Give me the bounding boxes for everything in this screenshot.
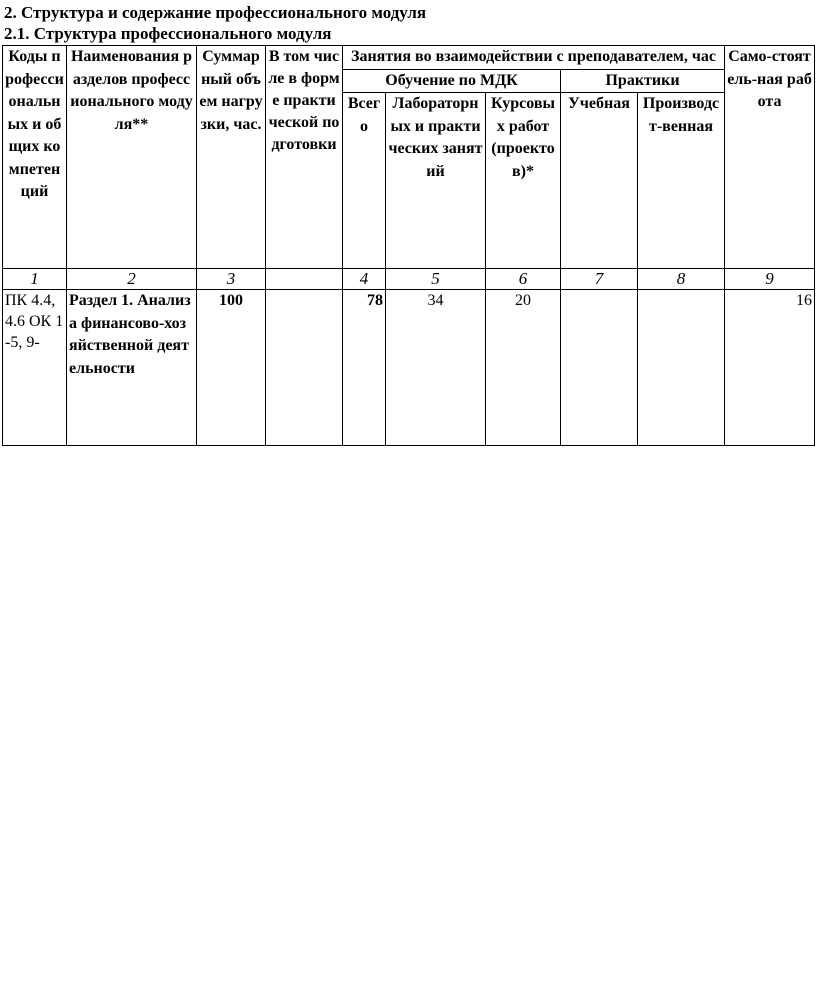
column-number: 6 (486, 269, 561, 290)
column-number: 2 (67, 269, 197, 290)
column-number: 8 (638, 269, 725, 290)
column-number: 5 (386, 269, 486, 290)
header-course: Курсовых работ (проектов)* (486, 93, 561, 269)
row-course: 20 (486, 290, 561, 446)
header-all: Всего (343, 93, 386, 269)
row-codes: ПК 4.4, 4.6 ОК 1-5, 9- (3, 290, 67, 446)
column-number: 4 (343, 269, 386, 290)
row-section-name: Раздел 1. Анализа финансово-хозяйственной деятельности (67, 290, 197, 446)
subsection-heading: 2.1. Структура профессионального модуля (4, 24, 332, 43)
header-mdk: Обучение по МДК (343, 69, 561, 93)
module-structure-table (2, 45, 815, 446)
column-numbers-row (3, 269, 815, 290)
column-number: 3 (197, 269, 266, 290)
header-total: Суммарный объем нагрузки, час. (197, 46, 266, 269)
section-heading: 2. Структура и содержание профессионального модуля (4, 3, 427, 22)
header-prod-practice: Производст-венная (638, 93, 725, 269)
row-total: 100 (197, 290, 266, 446)
header-names: Наименования разделов профессионального модуля** (67, 46, 197, 269)
header-edu-practice: Учебная (561, 93, 638, 269)
column-number (266, 269, 343, 290)
row-prod-practice (638, 290, 725, 446)
column-number: 7 (561, 269, 638, 290)
row-self-work: 16 (725, 290, 815, 446)
column-number: 9 (725, 269, 815, 290)
table-row (3, 290, 815, 446)
header-self-work: Само-стоятель-ная работа (725, 46, 815, 269)
header-interaction: Занятия во взаимодействии с преподавателем, час (343, 46, 725, 70)
row-edu-practice (561, 290, 638, 446)
column-number: 1 (3, 269, 67, 290)
header-lab: Лабораторных и практических занятий (386, 93, 486, 269)
header-practices: Практики (561, 69, 725, 93)
row-lab: 34 (386, 290, 486, 446)
row-practice-form (266, 290, 343, 446)
header-practice-form: В том числе в форме практической подготовки (266, 46, 343, 269)
row-all: 78 (343, 290, 386, 446)
header-codes: Коды профессиональных и общих компетенций (3, 46, 67, 269)
